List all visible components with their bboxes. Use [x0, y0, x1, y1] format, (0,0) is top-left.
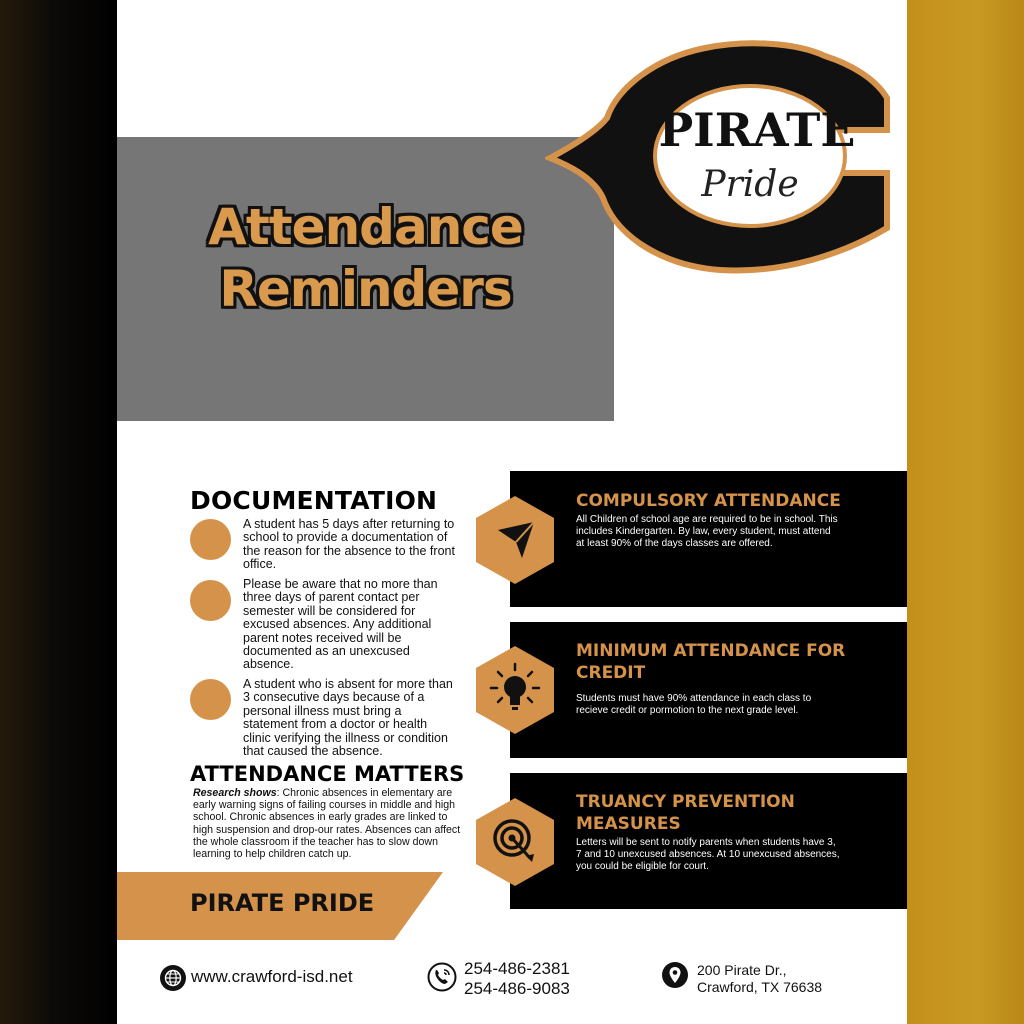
left-dark-border [0, 0, 117, 1024]
panel-truancy-title: TRUANCY PREVENTION MEASURES [576, 792, 795, 834]
phone-icon [427, 962, 457, 992]
logo-script-text: Pride [701, 164, 799, 205]
headline-line-2: Reminders [219, 260, 512, 318]
documentation-item-2: Please be aware that no more than three days of parent contact per semester will be considered for excused absences. Any additional parent notes received will be documented as an unexcused absence. [243, 577, 438, 672]
panel-compulsory-title: COMPULSORY ATTENDANCE [576, 491, 841, 511]
bullet-dot-3 [190, 679, 231, 720]
target-icon [476, 798, 554, 886]
panel-compulsory-text: All Children of school age are required to be in school. This includes Kindergarten. By law, every student, must attend at least 90% of the days classes are offered. [576, 514, 838, 549]
pirate-pride-logo [545, 38, 900, 276]
phone-number-2[interactable]: 254-486-9083 [464, 979, 570, 998]
right-gold-border [907, 0, 1024, 1024]
phone-number-1[interactable]: 254-486-2381 [464, 959, 570, 978]
attendance-matters-text [193, 787, 463, 860]
attendance-matters-title: ATTENDANCE MATTERS [190, 762, 465, 786]
bullet-dot-1 [190, 519, 231, 560]
documentation-item-3: A student who is absent for more than 3 consecutive days because of a personal illness must bring a statement from a doctor or health clinic verifying the illness or condition that caused the absence. [243, 677, 453, 759]
headline [117, 196, 614, 320]
idea-bulb-icon [476, 646, 554, 734]
panel-minimum-text: Students must have 90% attendance in each class to recieve credit or pormotion to the next grade level. [576, 693, 812, 716]
website-link[interactable]: www.crawford-isd.net [191, 967, 353, 986]
pirate-pride-label: PIRATE PRIDE [190, 889, 375, 917]
location-pin-icon [662, 962, 688, 988]
panel-truancy-text: Letters will be sent to notify parents when students have 3, 7 and 10 unexcused absences. At 10 unexcused absences, you could be eligible for court. [576, 837, 840, 872]
globe-icon [160, 965, 186, 991]
research-lead: Research shows [193, 787, 277, 799]
logo-brand-text: PIRATE [658, 103, 856, 157]
research-body: : Chronic absences in elementary are early warning signs of failing courses in middle and high school. Chronic absences in early grades are linked to high suspension and drop-our rates. Absences can affect the whole classroom if the teacher has to slow down learning to help children catch up. [193, 787, 461, 861]
address-line-2: Crawford, TX 76638 [697, 979, 823, 995]
bullet-dot-2 [190, 580, 231, 621]
panel-minimum-title: MINIMUM ATTENDANCE FOR CREDIT [576, 641, 846, 683]
send-icon [476, 496, 554, 584]
address-line-1: 200 Pirate Dr., [697, 962, 787, 978]
documentation-title: DOCUMENTATION [190, 486, 438, 515]
headline-line-1: Attendance [208, 198, 523, 256]
documentation-item-1: A student has 5 days after returning to school to provide a documentation of the reason for the absence to the front office. [243, 517, 455, 572]
